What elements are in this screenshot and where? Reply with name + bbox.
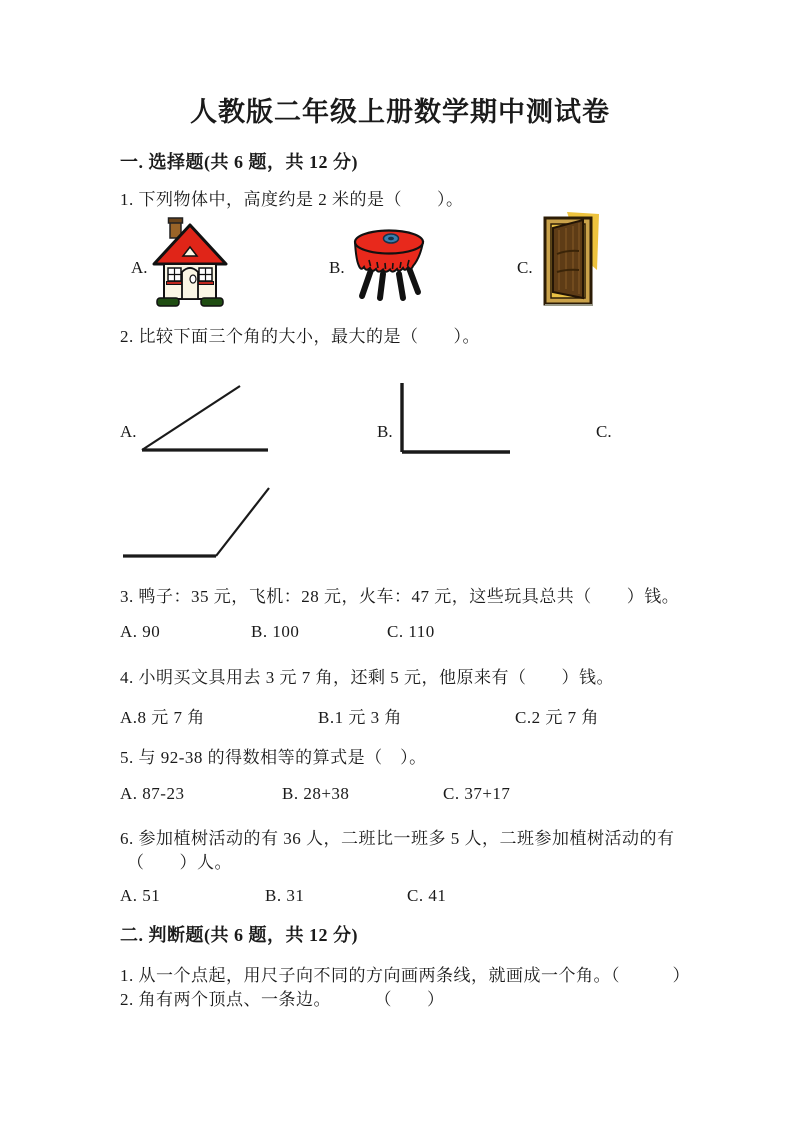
q6-options — [120, 886, 446, 906]
q4-option-a: A.8 元 7 角 — [120, 708, 205, 727]
question-6-text-line1: 6. 参加植树活动的有 36 人，二班比一班多 5 人，二班参加植树活动的有 — [120, 829, 675, 848]
q5-option-b: B. 28+38 — [282, 784, 350, 803]
q5-options — [120, 784, 510, 804]
right-angle-figure — [398, 380, 514, 456]
question-4-text: 4. 小明买文具用去 3 元 7 角，还剩 5 元，他原来有（ ）钱。 — [120, 668, 614, 687]
q1-option-label-a: A. — [131, 258, 148, 277]
acute-angle-figure — [138, 379, 273, 455]
judge-item-1: 1. 从一个点起，用尺子向不同的方向画两条线，就画成一个角。（ ） — [120, 966, 690, 985]
q1-option-label-c: C. — [517, 258, 533, 277]
judge-item-2-text: 2. 角有两个顶点、一条边。 — [120, 990, 331, 1009]
judge-item-2-answer-blank: （ ） — [383, 990, 445, 1009]
q6-option-b: B. 31 — [265, 886, 305, 905]
q4-options — [120, 703, 599, 728]
q4-option-b: B.1 元 3 角 — [318, 708, 402, 727]
section-choice-heading: 一. 选择题(共 6 题，共 12 分) — [120, 152, 358, 172]
q6-option-a: A. 51 — [120, 886, 161, 905]
q3-option-a: A. 90 — [120, 622, 161, 641]
question-5-text: 5. 与 92-38 的得数相等的算式是（ ）。 — [120, 748, 427, 767]
q2-option-label-c: C. — [596, 422, 612, 441]
page-title: 人教版二年级上册数学期中测试卷 — [190, 97, 610, 127]
obtuse-angle-figure — [121, 485, 273, 561]
question-6-text-line2: （ ）人。 — [127, 853, 232, 872]
house-icon — [151, 216, 229, 308]
question-1-text: 1. 下列物体中，高度约是 2 米的是（ ）。 — [120, 190, 464, 209]
q1-option-label-b: B. — [329, 258, 345, 277]
q6-option-c: C. 41 — [407, 886, 447, 905]
q3-options — [120, 622, 435, 642]
q3-option-c: C. 110 — [387, 622, 435, 641]
q5-option-c: C. 37+17 — [443, 784, 511, 803]
q4-option-c: C.2 元 7 角 — [515, 708, 599, 727]
question-2-text: 2. 比较下面三个角的大小，最大的是（ ）。 — [120, 327, 480, 346]
question-3-text: 3. 鸭子：35 元，飞机：28 元，火车：47 元，这些玩具总共（ ）钱。 — [120, 587, 680, 606]
open-door-icon — [537, 210, 601, 310]
round-table-icon — [347, 222, 431, 302]
q3-option-b: B. 100 — [251, 622, 300, 641]
section-judge-heading: 二. 判断题(共 6 题，共 12 分) — [120, 925, 358, 945]
q2-option-label-b: B. — [377, 422, 393, 441]
judge-item-2 — [120, 985, 445, 1010]
q5-option-a: A. 87-23 — [120, 784, 185, 803]
q2-option-label-a: A. — [120, 422, 137, 441]
